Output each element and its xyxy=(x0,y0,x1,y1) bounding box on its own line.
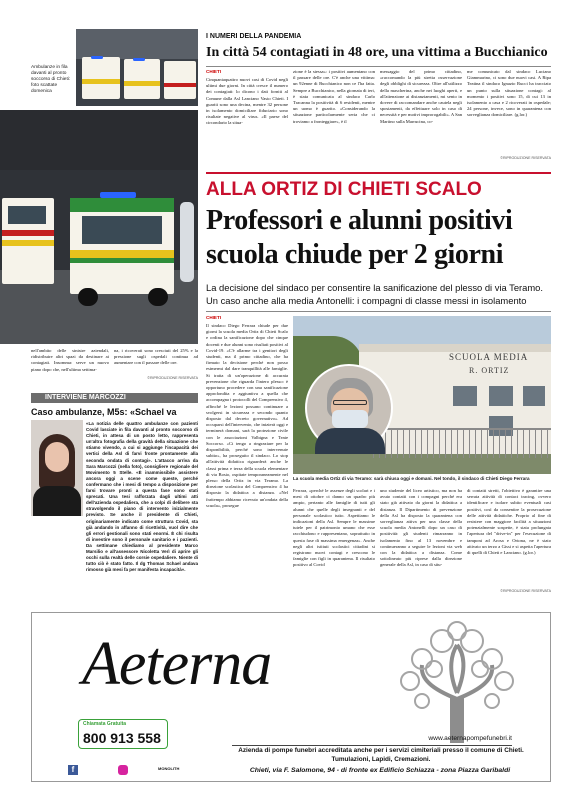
pandemia-rule xyxy=(206,66,551,67)
ortiz-credit: ©RIPRODUZIONE RISERVATA xyxy=(500,589,551,593)
pandemia-headline: In città 54 contagiati in 48 ore, una vittima a Bucchianico xyxy=(206,45,548,60)
pandemia-credit: ©RIPRODUZIONE RISERVATA xyxy=(500,156,551,160)
pandemia-col4: me comunicato dal sindaco Luciano Giammarino, ci sono due nuovi casi. A Ripa Teatina il sindaco Ignazio Rucci ha tracciato un punto sulla situazione contagi: al momento i positivi sono 15, di cui 13 in isolamento a casa e 2 ricoverati in ospedale; 24 persone, invece, sono in quarantena con sorveglianza domiciliare. (g.lor.) xyxy=(467,69,551,118)
ad-line1: Azienda di pompe funebri accreditata anche per i servizi cimiteriali presso il comune di Chieti. xyxy=(238,747,524,754)
intervista-body: «La notizia delle quattro ambulanze con pazienti Covid lasciate in fila davanti al pronto soccorso di Chieti, in attesa di un posto letto, rappresenta un'altra fotografia della gravità della situazione che stiamo vivendo, a cui si aggiunge l'incapacità dei vertici della Asl di farvi fronte prontamente alla seconda ondata di contagi». L'attacco arriva da Sara Marcozzi (nella foto), consigliere regionale del Movimento 5 Stelle. «È inammissibile assistere ancora oggi a scene come queste, perché confermano che i mesi di tempo a disposizione per farsi trovare pronti a questa fase sono stati sprecati. Una tesi rafforzata dagli ultimi atti dell'azienda ospedaliera, che a colpi di delibere sta stravolgendo il piano di intervento inizialmente previsto. Se anche il presidente di Chieti, originariamente indicato come struttura Covid, sta già andando in affanno di ricettività, vuol dire che gli errori gestionali sono stati enormi. È chi risulta di investire sono il personale sanitario e i pazienti. Da settimane chiediamo al presidente Marco Marsilio e all'assessore Nicoletta Verì di aprire gli occhi sulla realtà delle corsie ospedaliere. Niente di tutto ciò è stato fatto. Il dg Thomas Schael andava rimosso già mesi fa per manifesta incapacità». xyxy=(86,421,198,573)
ad-line3: Chieti, via F. Salomone, 94 - di fronte ex Edificio Schiazza - zona Piazza Garibaldi xyxy=(249,767,511,774)
aeterna-ad xyxy=(31,612,551,782)
ortiz-col2: Ferrara, «perché le assenze degli scolari e i mesi di ottobre ci danno un quadro più ampio, pertanto alle famiglie di tutti gli alunni che quelle degli insegnanti e del personale scolastico tutto. Aspettiamo le indicazioni della Asl. Sempre le massime tutele per il patrimonio umano che esse racchiudono e rappresentano, soprattutto in questa fase di massima emergenza». Anche negli altri istituti scolastici cittadini si registrano nuovi contagi e crescono le famiglie con figli in quarantena. Il risultato positivo al Covid xyxy=(293,488,375,568)
ortiz-subhead: La decisione del sindaco per consentire la sanificazione del plesso di via Teramo. Un caso anche alla media Antonelli: i compagni di classe messi in isolamento xyxy=(206,282,544,306)
pandemia-col3: messaggio del primo cittadino, «raccomando la più stretta osservazione degli obblighi di sicurezza. Oltre all'utilizzo della mascherina, anche nei luoghi aperti, e all'attenzione ai distanziamenti, mi sento in dovere di raccomandare anche cautela negli spostamenti, da effettuare solo in caso di necessità e per motivi improrogabili». A San Martino sulla Marrucina, co- xyxy=(380,69,462,124)
facebook-icon[interactable]: f xyxy=(68,765,78,775)
ad-brand: Aeterna xyxy=(82,630,272,698)
ortiz-top-rule xyxy=(206,172,551,174)
marcozzi-portrait xyxy=(31,420,83,516)
ad-call-box xyxy=(78,719,168,749)
ad-divider xyxy=(232,745,512,746)
ad-line2: Tumulazioni, Lapidi, Cremazioni. xyxy=(331,756,431,763)
intervista-kicker xyxy=(31,393,198,403)
ad-phone[interactable]: 800 913 558 xyxy=(83,730,161,746)
top-photo-caption: Ambulanze in fila davanti al pronto soccorso di Chieti: foto scattate domenica xyxy=(31,65,71,94)
ad-website[interactable]: www.aeternapompefunebri.it xyxy=(428,735,512,742)
ad-call-label: Chiamata Gratuita xyxy=(83,721,127,727)
tree-icon xyxy=(392,619,522,749)
ortiz-kicker: ALLA ORTIZ DI CHIETI SCALO xyxy=(206,179,482,200)
left-mid-col2: na, i ricoverati sono cresciuti del 25% e la pressione sugli ospedali continua ad aumentare con il passare delle ore. xyxy=(114,348,198,366)
school-sign-2: R. ORTIZ xyxy=(469,366,510,375)
intervista-kicker-text: INTERVIENE MARCOZZI xyxy=(45,394,126,401)
pandemia-place: CHIETI xyxy=(206,69,222,74)
left-mid-credit: ©RIPRODUZIONE RISERVATA xyxy=(147,376,198,380)
ortiz-col4: di contatti stretti, l'obiettivo è garantire una serrata attività di contact tracing, ovvero identificare e isolare subito eventuali casi positivi, così da consentire la prosecuzione delle attività didattiche. Proprio al fine di resistere con maggiore facilità a situazioni potenzialmente sospette, è stata prolungata l'apertura del "drive-in" per l'esecuzione di tamponi ad Arosa e Ortona, ne è stato attivato un terzo a Gissi e si aspetta l'apertura di quelli di Chieti e Lanciano. (g.lor.) xyxy=(467,488,551,556)
pandemia-col1: Cinquantaquattro nuovi casi di Covid negli ultimi due giorni. In città cresce il numero dei contagiati: lo dicono i dati forniti al Comune dalla Asl Lanciano Vasto Chieti. I guariti sono una decina, mentre 32 persone in isolamento domiciliare fiduciario sono risultate negative al virus. «Il paese del circondario la situa- xyxy=(206,77,288,126)
school-sign: SCUOLA MEDIA xyxy=(449,352,529,362)
intervista-headline: Caso ambulanze, M5s: «Schael va xyxy=(31,407,177,417)
top-ambulance-photo xyxy=(76,29,198,106)
instagram-icon[interactable] xyxy=(118,765,128,775)
ad-small-logo: MONOLITH xyxy=(158,766,180,771)
pandemia-col2: zione è la stessa»: i positivi aumentano con il passare delle ore. C'è anche una vittima: un 92enne di Bucchianico non ce l'ha fatta. Sempre a Bucchianico, nella giornata di ieri, è stata comunicata al sindaco Carlo Tracanna la positività di 6 residenti, mentre un uomo è guarito. «Considerando la situazione particolarmente seria che ci troviamo a fronteggiare», è il xyxy=(293,69,375,124)
ortiz-col1: Il sindaco Diego Ferrara chiude per due giorni la scuola media Ortiz di Chieti Scalo e ordina la sanificazione dopo che cinque docenti e due alunni sono risultati positivi al Covid-19. «C'è allarme tra i genitori degli studenti, ma il primo cittadino, che ha firmato la decisione perché non posso esimermi dal dare tranquillità alle famiglie. Si tratta di un'operazione di accurata prevenzione che riguarda l'intero plesso: è opportuno procedere con una sanificazione approfondita e aggiuntiva a quella che accompagna i protocolli del Comprensivo 4, affinché le lezioni possano continuare a svolgersi in sicurezza e secondo quanto disposto dal decreto governativo». Ad occuparsi dell'intervento, che inizierà oggi e terminerà domani, sarà la protezione civile con le associazioni Valbigna e Teate Soccorso. «Ci tengo a ringraziare per la disponibilità, perché sono intervenute subito», ha proseguito il sindaco. Lo stop all'attività didattica riguarderà anche le classi prima e terza della scuola elementare di via Bosio, ospitate temporaneamente nel plesso della Ortiz in via Teramo. La direzione scolastica del Comprensivo 4 ha disposto la didattica a distanza. «Nel frattempo abbiamo ricevuto un'ondata della scuola», prosegue xyxy=(206,323,288,508)
ortiz-col3: uno studente del liceo artistico, ma non ha avuto contatti con i compagni perché era stato già attivato da giorni la didattica a distanza. Il Dipartimento di prevenzione della Asl ha disposto la quarantena con sorveglianza attiva per una classe della scuola media Antonelli dopo un caso di positività: gli studenti rimarranno in isolamento fino al 13 novembre e continueranno a seguire le lezioni via web con la didattica a distanza. Come sottolineato più riprese dalla direzione generale della Asl, in caso di situ- xyxy=(380,488,462,568)
mayor-portrait xyxy=(305,364,393,452)
pandemia-kicker: I NUMERI DELLA PANDEMIA xyxy=(206,33,302,40)
ortiz-sub-rule xyxy=(206,311,551,312)
main-ambulance-photo xyxy=(0,110,198,344)
ortiz-place: CHIETI xyxy=(206,315,222,320)
left-mid-col1: nell'ambito delle sinistre aziendali, ridistribuire altri spazi da destinare ai contagiati. Insomma: serve un nuovo piano dopo che, nell'ultima settima- xyxy=(31,348,109,372)
ortiz-photo-caption: La scuola media Ortiz di via Teramo: sarà chiusa oggi e domani. Nel tondo, il sindaco di Chieti Diego Ferrara xyxy=(293,476,530,481)
ortiz-headline: Professori e alunni positivi scuola chiude per 2 giorni xyxy=(206,205,513,270)
